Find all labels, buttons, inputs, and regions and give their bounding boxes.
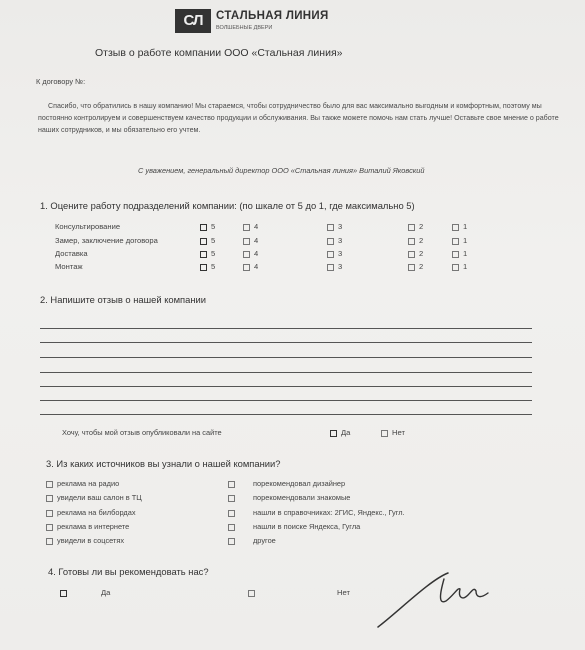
checkbox-icon[interactable] bbox=[46, 538, 53, 545]
feedback-line[interactable] bbox=[40, 357, 532, 358]
rating-option-label: 1 bbox=[463, 249, 468, 258]
publish-yes-label: Да bbox=[341, 428, 351, 437]
rating-option[interactable] bbox=[200, 262, 215, 271]
checkbox-icon[interactable] bbox=[228, 510, 235, 517]
company-logo-mark: СЛ bbox=[175, 9, 211, 33]
rating-option-label: 4 bbox=[254, 249, 259, 258]
source-option[interactable] bbox=[46, 522, 129, 531]
rating-option[interactable] bbox=[408, 222, 423, 231]
publish-no-option[interactable] bbox=[381, 428, 405, 437]
checkbox-icon[interactable] bbox=[243, 251, 250, 258]
source-option[interactable] bbox=[46, 493, 142, 502]
checkbox-icon[interactable] bbox=[46, 495, 53, 502]
director-signature-text: С уважением, генеральный директор ООО «Стальная линия» Виталий Яковский bbox=[138, 166, 425, 175]
rating-option[interactable] bbox=[452, 249, 467, 258]
checkbox-icon[interactable] bbox=[228, 524, 235, 531]
rating-option[interactable] bbox=[200, 236, 215, 245]
rating-option[interactable] bbox=[452, 222, 467, 231]
checkbox-icon[interactable] bbox=[248, 590, 255, 597]
rating-row-label: Доставка bbox=[55, 249, 88, 258]
rating-option[interactable] bbox=[327, 222, 342, 231]
rating-option-label: 5 bbox=[211, 262, 216, 271]
source-option[interactable] bbox=[228, 493, 350, 502]
rating-row-label: Консультирование bbox=[55, 222, 121, 231]
company-logo-name: СТАЛЬНАЯ ЛИНИЯ bbox=[216, 10, 329, 22]
source-option-label: увидели в соцсетях bbox=[57, 536, 125, 545]
rating-option[interactable] bbox=[408, 262, 423, 271]
checkbox-icon[interactable] bbox=[327, 238, 334, 245]
checkbox-icon[interactable] bbox=[46, 524, 53, 531]
checkbox-icon[interactable] bbox=[330, 430, 337, 437]
recommend-no-label: Нет bbox=[337, 588, 350, 597]
rating-option-label: 4 bbox=[254, 236, 259, 245]
intro-text: Спасибо, что обратились в нашу компанию! Мы стараемся, чтобы сотрудничество было для вас максимально выгодным и комфортным, поэтому мы постоянно контролируем и совершенствуем качество продукции и обслуживания. Вы также можете помочь нам стать лучше! Оставьте свое мнение о работе наших сотрудников, и мы обязательно его учтем. bbox=[38, 102, 559, 134]
rating-option[interactable] bbox=[243, 222, 258, 231]
section3-title: 3. Из каких источников вы узнали о нашей компании? bbox=[46, 458, 281, 469]
checkbox-icon[interactable] bbox=[60, 590, 67, 597]
source-option[interactable] bbox=[46, 508, 136, 517]
checkbox-icon[interactable] bbox=[381, 430, 388, 437]
checkbox-icon[interactable] bbox=[408, 264, 415, 271]
source-option-label: порекомендовали знакомые bbox=[253, 493, 351, 502]
source-option[interactable] bbox=[228, 522, 360, 531]
checkbox-icon[interactable] bbox=[243, 224, 250, 231]
rating-option[interactable] bbox=[452, 236, 467, 245]
checkbox-icon[interactable] bbox=[452, 238, 459, 245]
checkbox-icon[interactable] bbox=[46, 510, 53, 517]
checkbox-icon[interactable] bbox=[408, 224, 415, 231]
source-option-label: порекомендовал дизайнер bbox=[253, 479, 346, 488]
recommend-yes-option[interactable] bbox=[60, 588, 110, 597]
rating-option[interactable] bbox=[327, 249, 342, 258]
rating-option-label: 2 bbox=[419, 249, 424, 258]
checkbox-icon[interactable] bbox=[408, 251, 415, 258]
rating-option[interactable] bbox=[327, 236, 342, 245]
rating-option[interactable] bbox=[327, 262, 342, 271]
rating-option[interactable] bbox=[452, 262, 467, 271]
feedback-line[interactable] bbox=[40, 400, 532, 401]
source-option[interactable] bbox=[228, 536, 276, 545]
publish-no-label: Нет bbox=[392, 428, 405, 437]
rating-option[interactable] bbox=[408, 236, 423, 245]
rating-option[interactable] bbox=[243, 262, 258, 271]
handwritten-signature bbox=[370, 565, 510, 635]
source-option[interactable] bbox=[228, 508, 405, 517]
feedback-line[interactable] bbox=[40, 342, 532, 343]
checkbox-icon[interactable] bbox=[243, 238, 250, 245]
intro-paragraph bbox=[38, 100, 573, 136]
checkbox-icon[interactable] bbox=[452, 264, 459, 271]
feedback-line[interactable] bbox=[40, 386, 532, 387]
company-logo-subtitle: ВОЛШЕБНЫЕ ДВЕРИ bbox=[216, 25, 273, 31]
checkbox-icon[interactable] bbox=[408, 238, 415, 245]
checkbox-icon[interactable] bbox=[228, 495, 235, 502]
rating-option[interactable] bbox=[200, 249, 215, 258]
source-option-label: увидели ваш салон в ТЦ bbox=[57, 493, 142, 502]
rating-option-label: 1 bbox=[463, 222, 468, 231]
section1-title: 1. Оцените работу подразделений компании: (по шкале от 5 до 1, где максимально 5) bbox=[40, 200, 415, 211]
checkbox-icon[interactable] bbox=[228, 538, 235, 545]
feedback-line[interactable] bbox=[40, 372, 532, 373]
rating-option-label: 3 bbox=[338, 262, 343, 271]
checkbox-icon[interactable] bbox=[327, 251, 334, 258]
rating-option[interactable] bbox=[200, 222, 215, 231]
contract-number-label: К договору №: bbox=[36, 77, 86, 86]
section4-title: 4. Готовы ли вы рекомендовать нас? bbox=[48, 566, 209, 577]
feedback-line[interactable] bbox=[40, 328, 532, 329]
rating-option[interactable] bbox=[243, 249, 258, 258]
form-title: Отзыв о работе компании ООО «Стальная линия» bbox=[95, 47, 343, 59]
rating-option-label: 4 bbox=[254, 262, 259, 271]
source-option[interactable] bbox=[46, 479, 119, 488]
recommend-yes-label: Да bbox=[101, 588, 111, 597]
rating-option-label: 5 bbox=[211, 249, 216, 258]
checkbox-icon[interactable] bbox=[327, 264, 334, 271]
source-option-label: другое bbox=[253, 536, 276, 545]
rating-option-label: 5 bbox=[211, 222, 216, 231]
rating-option[interactable] bbox=[243, 236, 258, 245]
source-option-label: нашли в поиске Яндекса, Гугла bbox=[253, 522, 361, 531]
source-option-label: нашли в справочниках: 2ГИС, Яндекс., Гугл. bbox=[253, 508, 405, 517]
checkbox-icon[interactable] bbox=[243, 264, 250, 271]
checkbox-icon[interactable] bbox=[327, 224, 334, 231]
rating-option-label: 2 bbox=[419, 222, 424, 231]
checkbox-icon[interactable] bbox=[452, 251, 459, 258]
checkbox-icon[interactable] bbox=[200, 264, 207, 271]
section2-title: 2. Напишите отзыв о нашей компании bbox=[40, 294, 207, 305]
checkbox-icon[interactable] bbox=[200, 251, 207, 258]
recommend-no-option[interactable] bbox=[248, 588, 350, 597]
publish-on-site-label: Хочу, чтобы мой отзыв опубликовали на сайте bbox=[62, 428, 222, 437]
feedback-line[interactable] bbox=[40, 414, 532, 415]
checkbox-icon[interactable] bbox=[46, 481, 53, 488]
rating-row-label: Замер, заключение договора bbox=[55, 236, 158, 245]
rating-option-label: 1 bbox=[463, 262, 468, 271]
checkbox-icon[interactable] bbox=[228, 481, 235, 488]
publish-yes-option[interactable] bbox=[330, 428, 350, 437]
rating-option-label: 4 bbox=[254, 222, 259, 231]
rating-row-label: Монтаж bbox=[55, 262, 83, 271]
source-option-label: реклама в интернете bbox=[57, 522, 130, 531]
rating-option-label: 1 bbox=[463, 236, 468, 245]
rating-option-label: 2 bbox=[419, 236, 424, 245]
rating-option-label: 2 bbox=[419, 262, 424, 271]
rating-option-label: 3 bbox=[338, 249, 343, 258]
checkbox-icon[interactable] bbox=[452, 224, 459, 231]
checkbox-icon[interactable] bbox=[200, 224, 207, 231]
rating-option-label: 3 bbox=[338, 222, 343, 231]
source-option-label: реклама на радио bbox=[57, 479, 120, 488]
rating-option-label: 5 bbox=[211, 236, 216, 245]
source-option-label: реклама на билбордах bbox=[57, 508, 136, 517]
checkbox-icon[interactable] bbox=[200, 238, 207, 245]
rating-option[interactable] bbox=[408, 249, 423, 258]
source-option[interactable] bbox=[46, 536, 124, 545]
source-option[interactable] bbox=[228, 479, 345, 488]
rating-option-label: 3 bbox=[338, 236, 343, 245]
